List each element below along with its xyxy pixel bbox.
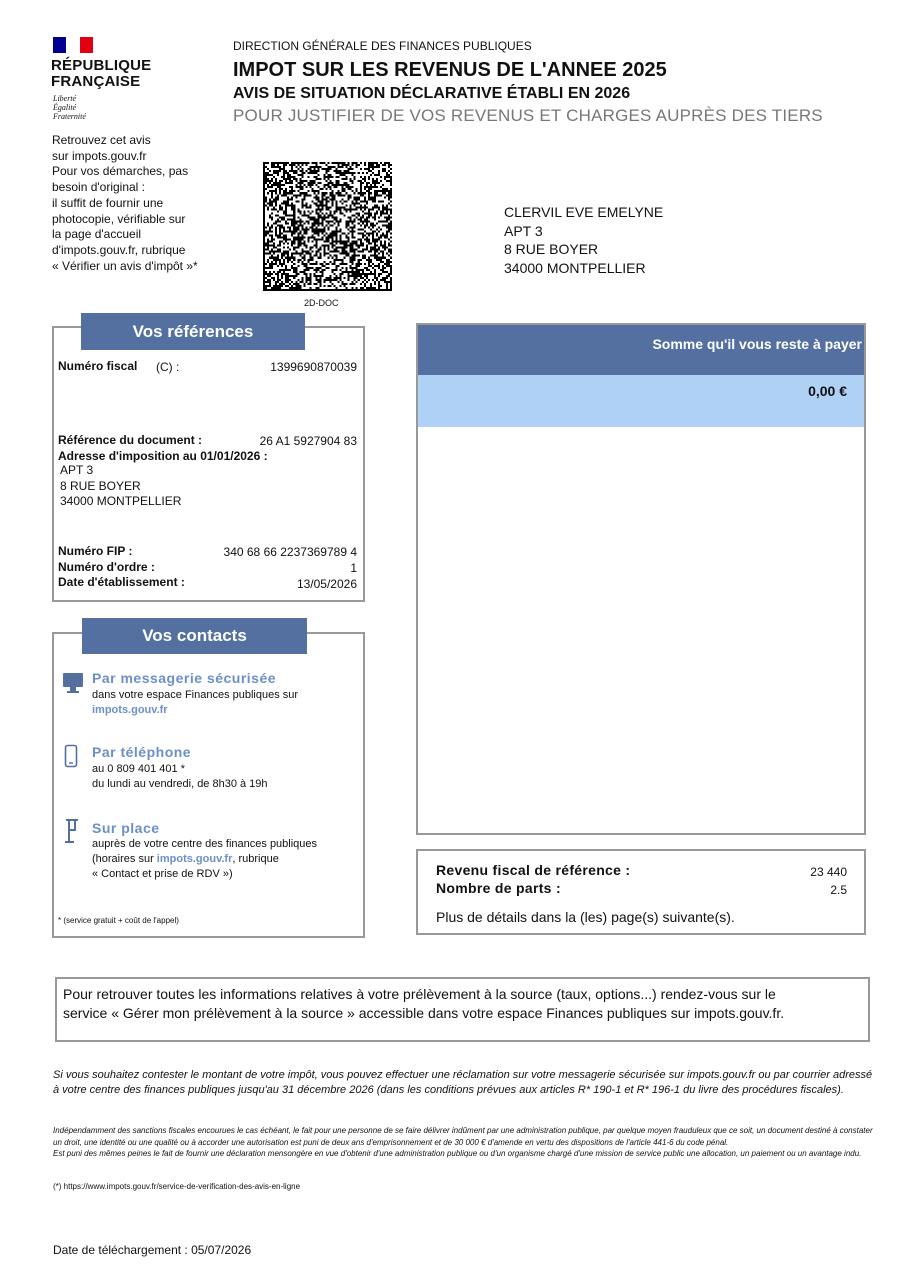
french-flag-icon — [53, 37, 93, 53]
tax-address-label: Adresse d'imposition au 01/01/2026 : — [58, 449, 268, 463]
recipient-address-line: APT 3 — [504, 222, 543, 239]
fip-number-value: 340 68 66 2237369789 4 — [223, 545, 357, 559]
document-tagline: POUR JUSTIFIER DE VOS REVENUS ET CHARGES AUPRÈS DES TIERS — [233, 106, 823, 125]
fiscal-number-label: Numéro fiscal — [58, 359, 138, 373]
tax-address: APT 3 8 RUE BOYER 34000 MONTPELLIER — [60, 463, 182, 508]
withholding-info-text: Pour retrouver toutes les informations relatives à votre prélèvement à la source (taux, options...) rendez-vous sur le service « Gérer mon prélèvement à la source » accessible dans votre espace Finances publiques sur impots.gouv.fr. — [63, 986, 785, 1021]
mobile-phone-icon — [64, 744, 78, 768]
secure-messaging-text: dans votre espace Finances publiques sur impots.gouv.fr — [92, 689, 299, 716]
in-person-text: auprès de votre centre des finances publiques (horaires sur impots.gouv.fr, rubrique « Contact et prise de RDV ») — [92, 838, 318, 880]
legal-notice: Indépendamment des sanctions fiscales encourues le cas échéant, le fait pour une personne de se faire délivrer indûment par une administration publique, par quelque moyen frauduleux que ce soit, un document destiné à constater un droit, une identité ou une qualité ou à accorder une autorisation est puni de deux ans d'emprisonnement et de 30 000 € d'amende en vertu des dispositions de l'article 441-6 du code pénal. Est puni des mêmes peines le fait de fournir une déclaration mensongère en vue d'obtenir d'une administration publique ou d'un organisme chargé d'une mission de service public une allocation, un paiement ou un avantage indu. — [53, 1126, 873, 1158]
secure-messaging-title: Par messagerie sécurisée — [92, 670, 277, 686]
document-subtitle: AVIS DE SITUATION DÉCLARATIVE ÉTABLI EN 2026 — [233, 85, 631, 102]
fiscal-number-suffix: (C) : — [156, 360, 180, 374]
2d-doc-barcode — [263, 162, 392, 291]
recipient-address — [504, 203, 663, 277]
order-number-label: Numéro d'ordre : — [58, 560, 155, 574]
phone-hours: du lundi au vendredi, de 8h30 à 19h — [92, 778, 268, 790]
document-reference-value: 26 A1 5927904 83 — [259, 434, 357, 448]
fiscal-number-value: 1399690870039 — [270, 360, 357, 374]
impots-gouv-link[interactable]: impots.gouv.fr — [156, 853, 233, 865]
payment-amount-row — [418, 375, 864, 427]
rfr-value: 23 440 — [810, 865, 847, 879]
recipient-name: CLERVIL EVE EMELYNE — [504, 204, 664, 220]
parts-label: Nombre de parts : — [436, 880, 561, 896]
intro-text: Retrouvez cet avis sur impots.gouv.fr Pour vos démarches, pas besoin d'original : il suffit de fournir une photocopie, vérifiable sur la page d'accueil d'impots.gouv.fr, rubrique « Vérifier un avis d'impôt »* — [52, 133, 198, 273]
issue-date-label: Date d'établissement : — [58, 575, 185, 589]
recipient-address-line: 34000 MONTPELLIER — [504, 259, 646, 276]
references-tab-title: Vos références — [81, 313, 305, 350]
contacts-tab-title: Vos contacts — [82, 618, 307, 654]
phone-number: au 0 809 401 401 * — [92, 763, 185, 775]
document-title: IMPOT SUR LES REVENUS DE L'ANNEE 2025 — [233, 59, 667, 81]
republic-motto: Liberté Égalité Fraternité — [53, 94, 86, 121]
impots-gouv-link[interactable]: impots.gouv.fr — [92, 704, 168, 716]
recipient-address-line: 8 RUE BOYER — [504, 241, 599, 257]
phone-text — [92, 762, 268, 792]
rfr-label: Revenu fiscal de référence : — [436, 862, 631, 878]
download-date: Date de téléchargement : 05/07/2026 — [53, 1243, 252, 1257]
verification-url-note: (*) https://www.impots.gouv.fr/service-de-verification-des-avis-en-ligne — [53, 1182, 301, 1191]
barcode-label: 2D-DOC — [304, 298, 339, 308]
order-number-value: 1 — [350, 561, 357, 575]
issue-date-value: 13/05/2026 — [296, 577, 357, 591]
details-note: Plus de détails dans la (les) page(s) suivante(s). — [436, 909, 735, 925]
public-finance-building-icon — [62, 818, 82, 844]
in-person-title: Sur place — [92, 820, 160, 836]
republique-francaise-logo: RÉPUBLIQUE FRANÇAISE — [51, 57, 152, 90]
parts-value: 2.5 — [830, 883, 847, 897]
payment-amount: 0,00 € — [808, 383, 847, 399]
payment-header-label: Somme qu'il vous reste à payer — [652, 336, 862, 352]
direction-label: DIRECTION GÉNÉRALE DES FINANCES PUBLIQUES — [233, 39, 532, 53]
contest-notice: Si vous souhaitez contester le montant de votre impôt, vous pouvez effectuer une réclamation sur votre messagerie sécurisée sur impots.gouv.fr ou par courrier adressé à votre centre des finances publiques jusqu'au 31 décembre 2026 (dans les conditions prévues aux articles R* 190-1 et R* 196-1 du livre des procédures fiscales). — [53, 1069, 873, 1096]
computer-monitor-icon — [62, 672, 84, 696]
phone-title: Par téléphone — [92, 744, 192, 760]
phone-cost-note: * (service gratuit + coût de l'appel) — [58, 916, 179, 925]
fip-number-label: Numéro FIP : — [58, 544, 133, 558]
document-reference-label: Référence du document : — [58, 433, 203, 447]
